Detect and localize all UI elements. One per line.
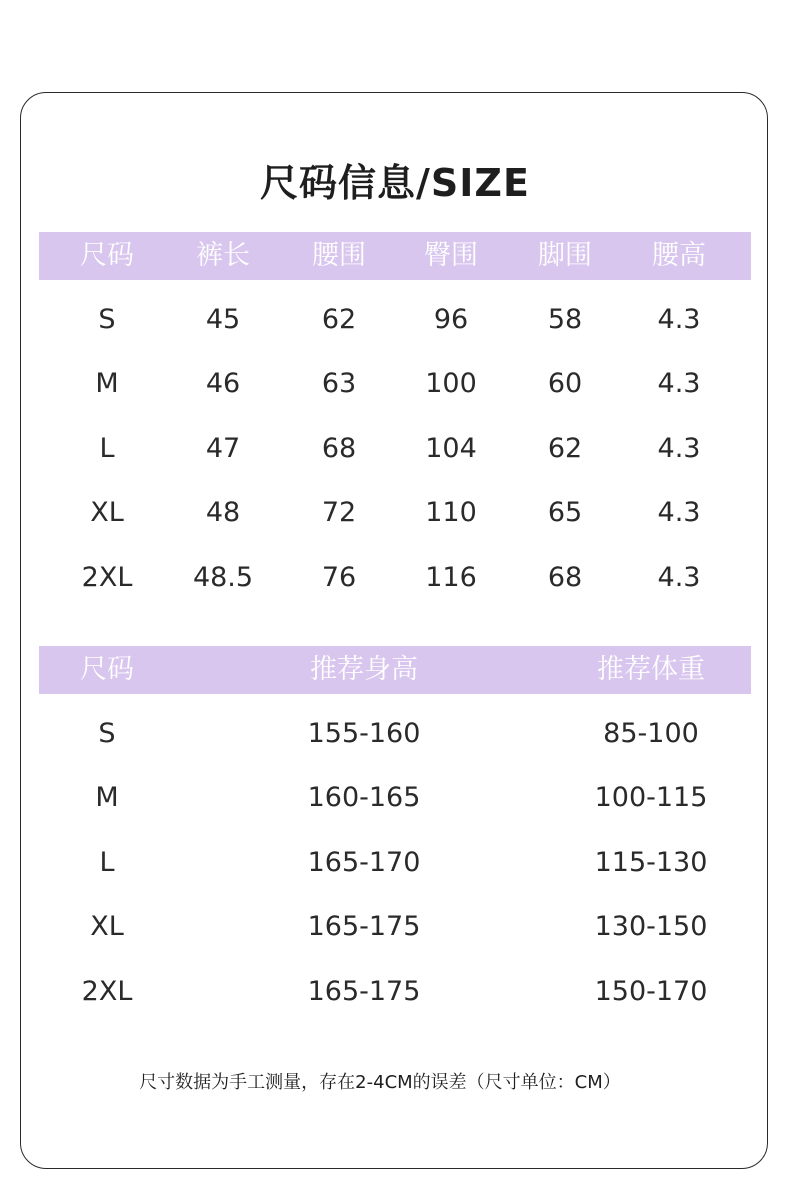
table-row: [0, 300, 790, 340]
cell-height: 160-165: [307, 782, 421, 813]
cell-weight: 85-100: [603, 718, 699, 749]
table-row: [0, 843, 790, 883]
cell-weight: 100-115: [594, 782, 708, 813]
cell-size: S: [98, 718, 116, 749]
recommend-table-header: [39, 646, 751, 694]
cell-waist: 76: [321, 562, 357, 593]
cell-hip: 104: [425, 433, 477, 464]
cell-length: 47: [205, 433, 241, 464]
cell-waist-height: 4.3: [657, 562, 701, 593]
cell-size: M: [95, 782, 119, 813]
cell-weight: 130-150: [594, 911, 708, 942]
cell-ankle: 65: [547, 497, 583, 528]
table-row: [0, 558, 790, 598]
page-title: 尺码信息/SIZE: [260, 161, 530, 205]
cell-ankle: 60: [547, 368, 583, 399]
table-row: [0, 714, 790, 754]
header-size: 尺码: [80, 654, 134, 685]
table-row: [0, 907, 790, 947]
cell-waist-height: 4.3: [657, 433, 701, 464]
cell-height: 155-160: [307, 718, 421, 749]
header-waist: 腰围: [312, 240, 366, 271]
cell-size: 2XL: [81, 976, 133, 1007]
cell-weight: 115-130: [594, 847, 708, 878]
cell-weight: 150-170: [594, 976, 708, 1007]
table-row: [0, 429, 790, 469]
cell-waist-height: 4.3: [657, 368, 701, 399]
cell-waist: 63: [321, 368, 357, 399]
cell-waist: 68: [321, 433, 357, 464]
cell-waist: 72: [321, 497, 357, 528]
cell-waist-height: 4.3: [657, 304, 701, 335]
cell-hip: 100: [425, 368, 477, 399]
measurement-note: 尺寸数据为手工测量，存在2-4CM的误差（尺寸单位：CM）: [139, 1072, 621, 1093]
table-row: [0, 778, 790, 818]
header-ankle: 脚围: [538, 240, 592, 271]
header-recommended-height: 推荐身高: [310, 654, 418, 685]
cell-size: XL: [90, 911, 124, 942]
cell-size: S: [98, 304, 116, 335]
header-length: 裤长: [196, 240, 250, 271]
cell-waist-height: 4.3: [657, 497, 701, 528]
cell-length: 48: [205, 497, 241, 528]
cell-height: 165-175: [307, 911, 421, 942]
header-hip: 臀围: [424, 240, 478, 271]
cell-length: 48.5: [192, 562, 254, 593]
cell-size: XL: [90, 497, 124, 528]
cell-size: L: [99, 433, 115, 464]
table-row: [0, 493, 790, 533]
cell-hip: 116: [425, 562, 477, 593]
cell-ankle: 58: [547, 304, 583, 335]
table-row: [0, 972, 790, 1012]
cell-size: M: [95, 368, 119, 399]
cell-height: 165-170: [307, 847, 421, 878]
cell-size: L: [99, 847, 115, 878]
cell-hip: 96: [433, 304, 469, 335]
cell-height: 165-175: [307, 976, 421, 1007]
cell-size: 2XL: [81, 562, 133, 593]
table-row: [0, 364, 790, 404]
size-table-header: [39, 232, 751, 280]
cell-hip: 110: [425, 497, 477, 528]
header-recommended-weight: 推荐体重: [597, 654, 705, 685]
cell-waist: 62: [321, 304, 357, 335]
cell-length: 46: [205, 368, 241, 399]
header-size: 尺码: [80, 240, 134, 271]
cell-ankle: 68: [547, 562, 583, 593]
cell-length: 45: [205, 304, 241, 335]
header-waist-height: 腰高: [652, 240, 706, 271]
cell-ankle: 62: [547, 433, 583, 464]
